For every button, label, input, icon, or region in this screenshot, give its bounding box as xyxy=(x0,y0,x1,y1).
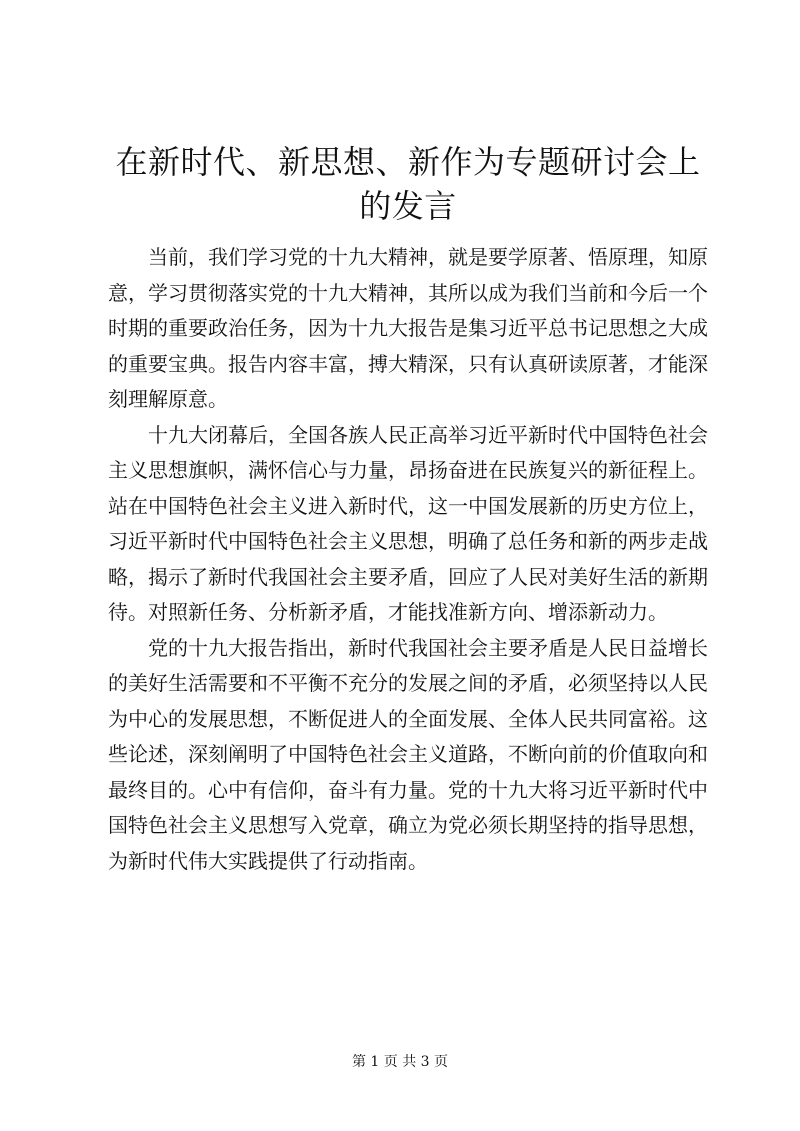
document-title: 在新时代、新思想、新作为专题研讨会上的发言 xyxy=(115,143,701,225)
page-footer: 第 1 页 共 3 页 xyxy=(351,1054,449,1070)
body-paragraph-3: 党的十九大报告指出，新时代我国社会主要矛盾是人民日益增长的美好生活需要和不平衡不充分的发展之间的矛盾，必须坚持以人民为中心的发展思想，不断促进人的全面发展、全体人民共同富裕。这些论述，深刻阐明了中国特色社会主义道路，不断向前的价值取向和最终目的。心中有信仰，奋斗有力量。党的十九大将习近平新时代中国特色社会主义思想写入党章，确立为党必须长期坚持的指导思想，为新时代伟大实践提供了行动指南。 xyxy=(108,635,708,873)
document-page xyxy=(108,140,708,879)
document-body xyxy=(108,240,708,879)
body-paragraph-1: 当前，我们学习党的十九大精神，就是要学原著、悟原理，知原意，学习贯彻落实党的十九大精神，其所以成为我们当前和今后一个时期的重要政治任务，因为十九大报告是集习近平总书记思想之大成的重要宝典。报告内容丰富，搏大精深，只有认真研读原著，才能深刻理解原意。 xyxy=(108,245,708,411)
body-paragraph-2: 十九大闭幕后，全国各族人民正高举习近平新时代中国特色社会主义思想旗帜，满怀信心与力量，昂扬奋进在民族复兴的新征程上。站在中国特色社会主义进入新时代，这一中国发展新的历史方位上，习近平新时代中国特色社会主义思想，明确了总任务和新的两步走战略，揭示了新时代我国社会主要矛盾，回应了人民对美好生活的新期待。对照新任务、分析新矛盾，才能找准新方向、增添新动力。 xyxy=(108,422,708,624)
